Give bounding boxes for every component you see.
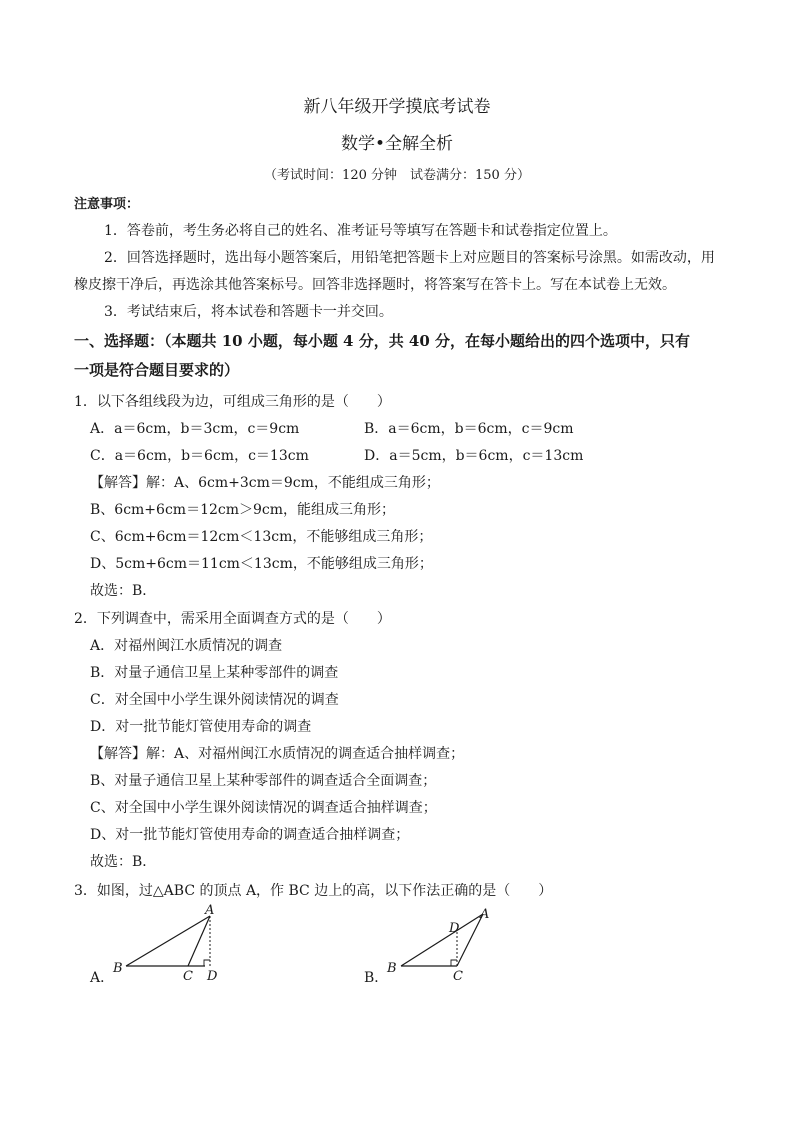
- q2-solution-line: C、对全国中小学生课外阅读情况的调查适合抽样调查；: [90, 800, 437, 816]
- label-d: D: [449, 921, 460, 936]
- q1-option-a: A．a＝6cm，b＝3cm，c＝9cm: [90, 421, 300, 437]
- exam-title: 新八年级开学摸底考试卷: [303, 97, 491, 117]
- q2-solution-line: 【解答】解：A、对福州闽江水质情况的调查适合抽样调查；: [90, 746, 465, 762]
- label-d: D: [207, 969, 218, 984]
- notice-item-2-cont: 橡皮擦干净后，再选涂其他答案标号。回答非选择题时，将答案写在答卡上。写在本试卷上无效。: [74, 277, 676, 293]
- label-a: A: [480, 907, 490, 922]
- label-b: B: [113, 961, 123, 976]
- q3-figure-b: [385, 904, 515, 984]
- section-heading-cont: 一项是符合题目要求的）: [74, 361, 240, 379]
- section-heading: 一、选择题：（本题共 10 小题，每小题 4 分，共 40 分，在每小题给出的四个选项中，只有: [74, 332, 691, 350]
- q1-option-b: B．a＝6cm，b＝6cm，c＝9cm: [364, 421, 574, 437]
- segment-ac: [188, 916, 210, 966]
- q1-option-d: D．a＝5cm，b＝6cm，c＝13cm: [364, 448, 584, 464]
- notice-item-1: 1．答卷前，考生务必将自己的姓名、准考证号等填写在答题卡和试卷指定位置上。: [104, 223, 617, 239]
- q2-option-b: B．对量子通信卫星上某种零部件的调查: [90, 665, 339, 681]
- exam-subtitle: 数学•全解全析: [340, 134, 454, 154]
- q1-solution-line: C、6cm+6cm＝12cm＜13cm，不能够组成三角形；: [90, 529, 433, 545]
- label-c: C: [183, 969, 193, 984]
- right-angle-mark: [451, 960, 457, 966]
- notice-item-3: 3．考试结束后，将本试卷和答题卡一并交回。: [104, 304, 393, 320]
- q2-solution-line: B、对量子通信卫星上某种零部件的调查适合全面调查；: [90, 773, 437, 789]
- q1-solution-line: 【解答】解：A、6cm+3cm＝9cm，不能组成三角形；: [90, 475, 440, 491]
- q2-option-c: C．对全国中小学生课外阅读情况的调查: [90, 692, 339, 708]
- notice-heading: 注意事项：: [74, 197, 140, 212]
- question-2-stem: 2．下列调查中，需采用全面调查方式的是（ ）: [74, 611, 391, 627]
- q2-answer: 故选：B．: [90, 854, 157, 870]
- label-a: A: [205, 904, 215, 918]
- question-1-stem: 1．以下各组线段为边，可组成三角形的是（ ）: [74, 394, 391, 410]
- exam-meta: （考试时间：120 分钟 试卷满分：150 分）: [264, 168, 530, 183]
- label-b: B: [387, 961, 397, 976]
- notice-item-2: 2．回答选择题时，选出每小题答案后，用铅笔把答题卡上对应题目的答案标号涂黑。如需改动，用: [104, 250, 715, 266]
- right-angle-mark: [204, 960, 210, 966]
- q1-solution-line: D、5cm+6cm＝11cm＜13cm，不能够组成三角形；: [90, 556, 433, 572]
- q1-option-c: C．a＝6cm，b＝6cm，c＝13cm: [90, 448, 309, 464]
- q3-figure-a: [108, 904, 238, 984]
- segment-ab: [401, 914, 483, 966]
- q3-option-a-label: A．: [90, 970, 115, 986]
- q2-option-d: D．对一批节能灯管使用寿命的调查: [90, 719, 312, 735]
- q1-solution-line: B、6cm+6cm＝12cm＞9cm，能组成三角形；: [90, 502, 396, 518]
- question-3-stem: 3．如图，过△ABC 的顶点 A，作 BC 边上的高，以下作法正确的是（ ）: [74, 883, 553, 899]
- label-c: C: [453, 969, 463, 984]
- q2-solution-line: D、对一批节能灯管使用寿命的调查适合抽样调查；: [90, 827, 410, 843]
- q3-option-b-label: B．: [364, 970, 389, 986]
- segment-ab: [126, 916, 210, 966]
- q2-option-a: A．对福州闽江水质情况的调查: [90, 638, 283, 654]
- q1-answer: 故选：B．: [90, 583, 157, 599]
